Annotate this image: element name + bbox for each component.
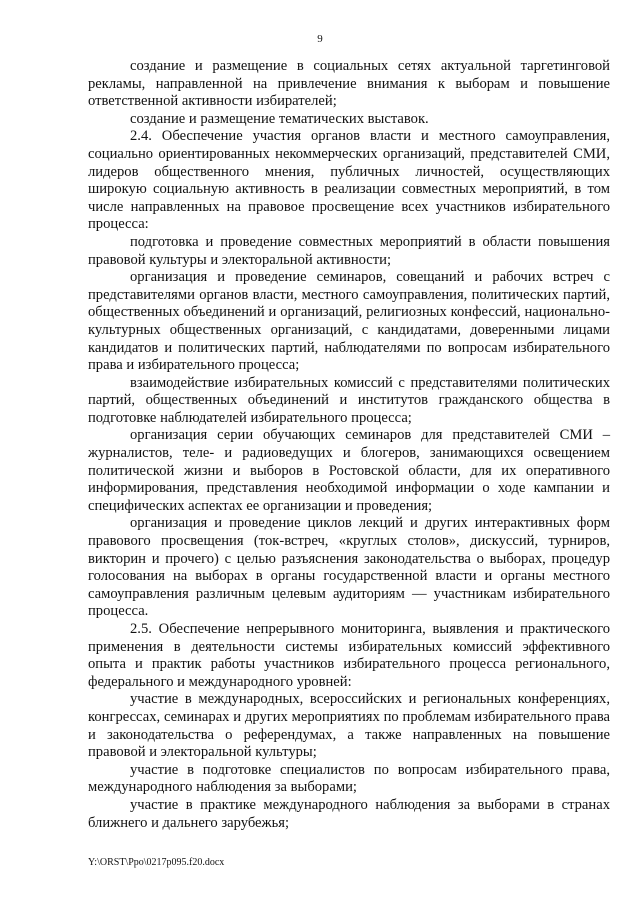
paragraph: организация серии обучающих семинаров для представителей СМИ – журналистов, теле- и радиоведущих и блогеров, занимающихся освещением политической жизни и выборов в Ростовской области, для их оперативного информирования, представления необходимой информации о ходе кампании и специфических аспектах ее организации и проведения; [88, 427, 610, 514]
document-body [88, 58, 610, 832]
paragraph: подготовка и проведение совместных мероприятий в области повышения правовой культуры и электоральной активности; [88, 233, 610, 268]
paragraph: участие в практике международного наблюдения за выборами в странах ближнего и дальнего зарубежья; [88, 796, 610, 831]
page-number: 9 [317, 33, 323, 45]
paragraph: организация и проведение семинаров, совещаний и рабочих встреч с представителями органов власти, местного самоуправления, политических партий, общественных объединений и организаций, религиозных конфессий, национально-культурных общественных организаций, с кандидатами, доверенными лицами кандидатов и политических партий, наблюдателями по вопросам избирательного права и избирательного процесса; [88, 269, 610, 374]
paragraph: организация и проведение циклов лекций и других интерактивных форм правового просвещения (ток-встреч, «круглых столов», дискуссий, турниров, викторин и прочего) с целью разъяснения законодательства о выборах, процедур голосования на выборах в органы государственной власти и органы местного самоуправления различным целевым аудиториям — участникам избирательного процесса. [88, 515, 610, 620]
paragraph: участие в международных, всероссийских и региональных конференциях, конгрессах, семинарах и других мероприятиях по проблемам избирательного права и законодательства о референдумах, а также направленных на повышение правовой и электоральной культуры; [88, 691, 610, 761]
paragraph: создание и размещение тематических выставок. [130, 110, 429, 127]
footer-file-path: Y:\ORST\Ppo\0217p095.f20.docx [88, 857, 225, 868]
paragraph: взаимодействие избирательных комиссий с представителями политических партий, общественных объединений и институтов гражданского общества в подготовке наблюдателей избирательного процесса; [88, 374, 610, 426]
paragraph: участие в подготовке специалистов по вопросам избирательного права, международного наблюдения за выборами; [88, 761, 610, 796]
paragraph: создание и размещение в социальных сетях актуальной таргетинговой рекламы, направленной на привлечение внимания к выборам и повышение ответственной активности избирателей; [88, 58, 610, 110]
paragraph: 2.4. Обеспечение участия органов власти и местного самоуправления, социально ориентированных некоммерческих организаций, представителей СМИ, лидеров общественного мнения, публичных личностей, осуществляющих широкую социальную активность в реализации совместных мероприятий, в том числе направленных на правовое просвещение всех участников избирательного процесса: [88, 128, 610, 233]
paragraph: 2.5. Обеспечение непрерывного мониторинга, выявления и практического применения в деятельности системы избирательных комиссий эффективного опыта и практик работы участников избирательного процесса регионального, федерального и международного уровней: [88, 621, 610, 690]
